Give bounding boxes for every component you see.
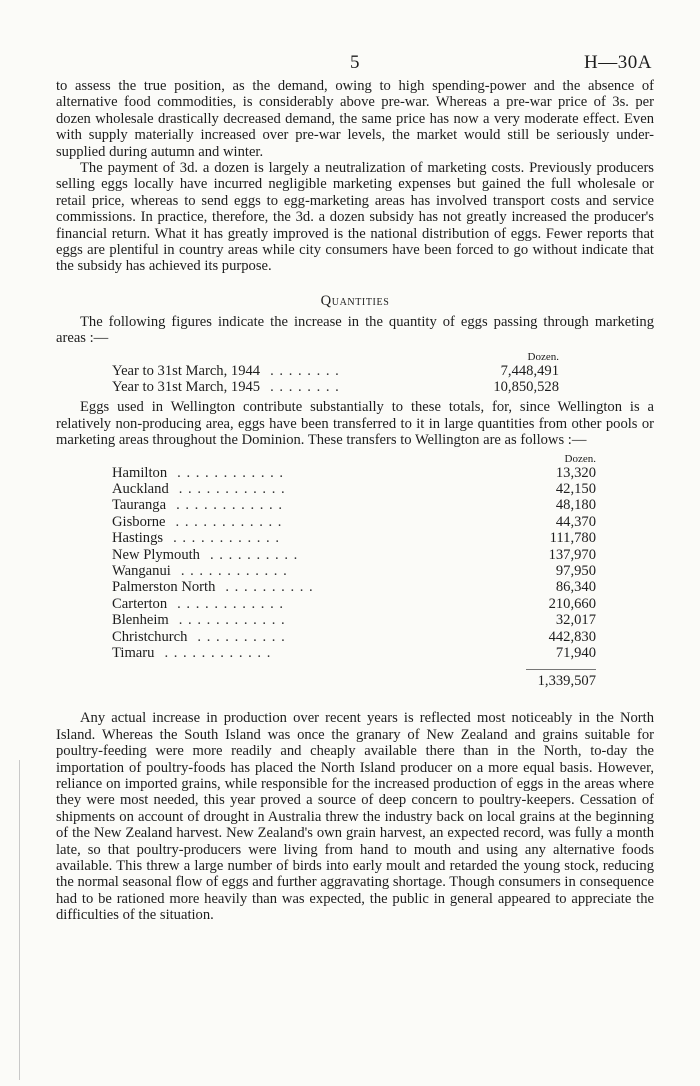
paragraph-demand: to assess the true position, as the demand, owing to high spending-power and the absence of alternative food commodities, is considerably above pre-war. Whereas a pre-war price of 3s. per dozen wholesale drastically decreased demand, the same price has now a very moderate effect. Even with supply materially increased over pre-war levels, the market would still be seriously under-supplied during autumn and winter.: [56, 78, 654, 160]
row-value: 13,320: [555, 464, 596, 481]
document-reference: H—30A: [584, 52, 652, 73]
leader-dots: . . . . . . . . . . . .: [173, 530, 280, 547]
table-row: [112, 612, 596, 628]
table-row: [112, 645, 596, 661]
table-row: [112, 379, 559, 395]
row-label: Tauranga: [112, 497, 167, 514]
row-value: 10,850,528: [493, 379, 559, 396]
row-value: 71,940: [555, 644, 596, 661]
table-row: [112, 481, 596, 497]
leader-dots: . . . . . . . . . . . .: [178, 481, 286, 498]
section-heading-quantities: Quantities: [320, 292, 390, 309]
transfers-table: [112, 453, 596, 693]
quantities-unit: Dozen.: [527, 350, 559, 363]
row-label: Auckland: [112, 481, 169, 498]
leader-dots: . . . . . . . . . . . .: [177, 464, 285, 481]
transfers-total: 1,339,507: [537, 673, 596, 690]
row-value: 137,970: [548, 546, 596, 563]
leader-dots: . . . . . . . . . .: [197, 628, 286, 645]
row-label: Year to 31st March, 1945: [112, 379, 261, 396]
row-label: Gisborne: [112, 513, 166, 530]
leader-dots: . . . . . . . . . .: [209, 546, 299, 563]
paragraph-wellington-transfers: Eggs used in Wellington contribute substantially to these totals, for, since Wellington is a relatively non-producing area, eggs have been transferred to it in large quantities from other pools or marketing areas throughout the Dominion. These transfers to Wellington are as follows :—: [56, 399, 654, 449]
row-label: Blenheim: [112, 612, 169, 629]
table-row: [112, 629, 596, 645]
table-row: [112, 579, 596, 595]
row-value: 442,830: [548, 628, 596, 645]
row-value: 111,780: [549, 530, 596, 547]
leader-dots: . . . . . . . . . . . .: [175, 513, 283, 530]
row-label: Hamilton: [112, 464, 168, 481]
leader-dots: . . . . . . . . . . . .: [178, 612, 286, 629]
paragraph-quantities-intro: The following figures indicate the increase in the quantity of eggs passing through marketing areas :—: [56, 313, 654, 347]
leader-dots: . . . . . . . .: [270, 379, 340, 396]
row-label: Timaru: [112, 644, 155, 661]
paragraph-production: Any actual increase in production over recent years is reflected most noticeably in the North Island. Whereas the South Island was once the granary of New Zealand and grains suitable for poultry-feeding were more readily and cheaply available there than in the North, to-day the importation of poultry-foods has placed the North Island producer on a more equal basis. However, reliance on imported grains, while responsible for the increased production of eggs in the areas where they were most needed, this year proved a source of deep concern to poultry-keepers. Cessation of shipments on account of drought in Australia threw the industry back on local grains at the beginning of the New Zealand harvest. New Zealand's own grain harvest, an expected record, was fully a month late, so that poultry-producers were living from hand to mouth and using any alternative foods available. This threw a large number of birds into early moult and retarded the young stock, reducing the normal seasonal flow of eggs and further aggravating shortage. Though consumers in consequence had to be rationed more heavily than was expected, the public in general appeared to appreciate the difficulties of the situation.: [56, 710, 654, 924]
leader-dots: . . . . . . . . . . . .: [176, 497, 283, 514]
table-row: [112, 563, 596, 579]
page-header: [56, 52, 654, 78]
leader-dots: . . . . . . . .: [270, 362, 340, 379]
table-row: [112, 596, 596, 612]
leader-dots: . . . . . . . . . . . .: [164, 644, 272, 661]
paragraph-subsidy: The payment of 3d. a dozen is largely a neutralization of marketing costs. Previously producers selling eggs locally have incurred negligible marketing expenses but gained the full wholesale or retail price, whereas to send eggs to egg-marketing areas has involved transport costs and service commissions. In practice, therefore, the 3d. a dozen subsidy has not greatly increased the producer's financial return. What it has greatly improved is the national distribution of eggs. Fewer reports that eggs are plentiful in country areas while city consumers have been forced to go without indicate that the subsidy has achieved its purpose.: [56, 160, 654, 275]
row-label: Carterton: [112, 595, 168, 612]
row-value: 48,180: [555, 497, 596, 514]
leader-dots: . . . . . . . . . . . .: [177, 595, 285, 612]
row-value: 32,017: [555, 612, 596, 629]
row-value: 44,370: [555, 513, 596, 530]
row-value: 210,660: [548, 595, 596, 612]
table-row: [112, 530, 596, 546]
row-label: Christchurch: [112, 628, 188, 645]
quantities-table: [112, 351, 559, 396]
row-label: Hastings: [112, 530, 164, 547]
row-label: Wanganui: [112, 563, 171, 580]
table-row: [112, 547, 596, 563]
table-row: [112, 363, 559, 379]
row-value: 97,950: [555, 563, 596, 580]
table-row: [112, 465, 596, 481]
row-value: 42,150: [555, 481, 596, 498]
row-label: Year to 31st March, 1944: [112, 362, 261, 379]
table-row: [112, 514, 596, 530]
binding-margin-line: [19, 760, 20, 1080]
row-value: 7,448,491: [500, 362, 559, 379]
row-label: Palmerston North: [112, 579, 216, 596]
leader-dots: . . . . . . . . . . . .: [180, 563, 288, 580]
page-number: 5: [350, 52, 360, 73]
leader-dots: . . . . . . . . . .: [225, 579, 314, 596]
table-row: [112, 497, 596, 513]
transfers-unit: Dozen.: [564, 452, 596, 465]
row-value: 86,340: [555, 579, 596, 596]
row-label: New Plymouth: [112, 546, 200, 563]
document-page: [56, 52, 654, 924]
